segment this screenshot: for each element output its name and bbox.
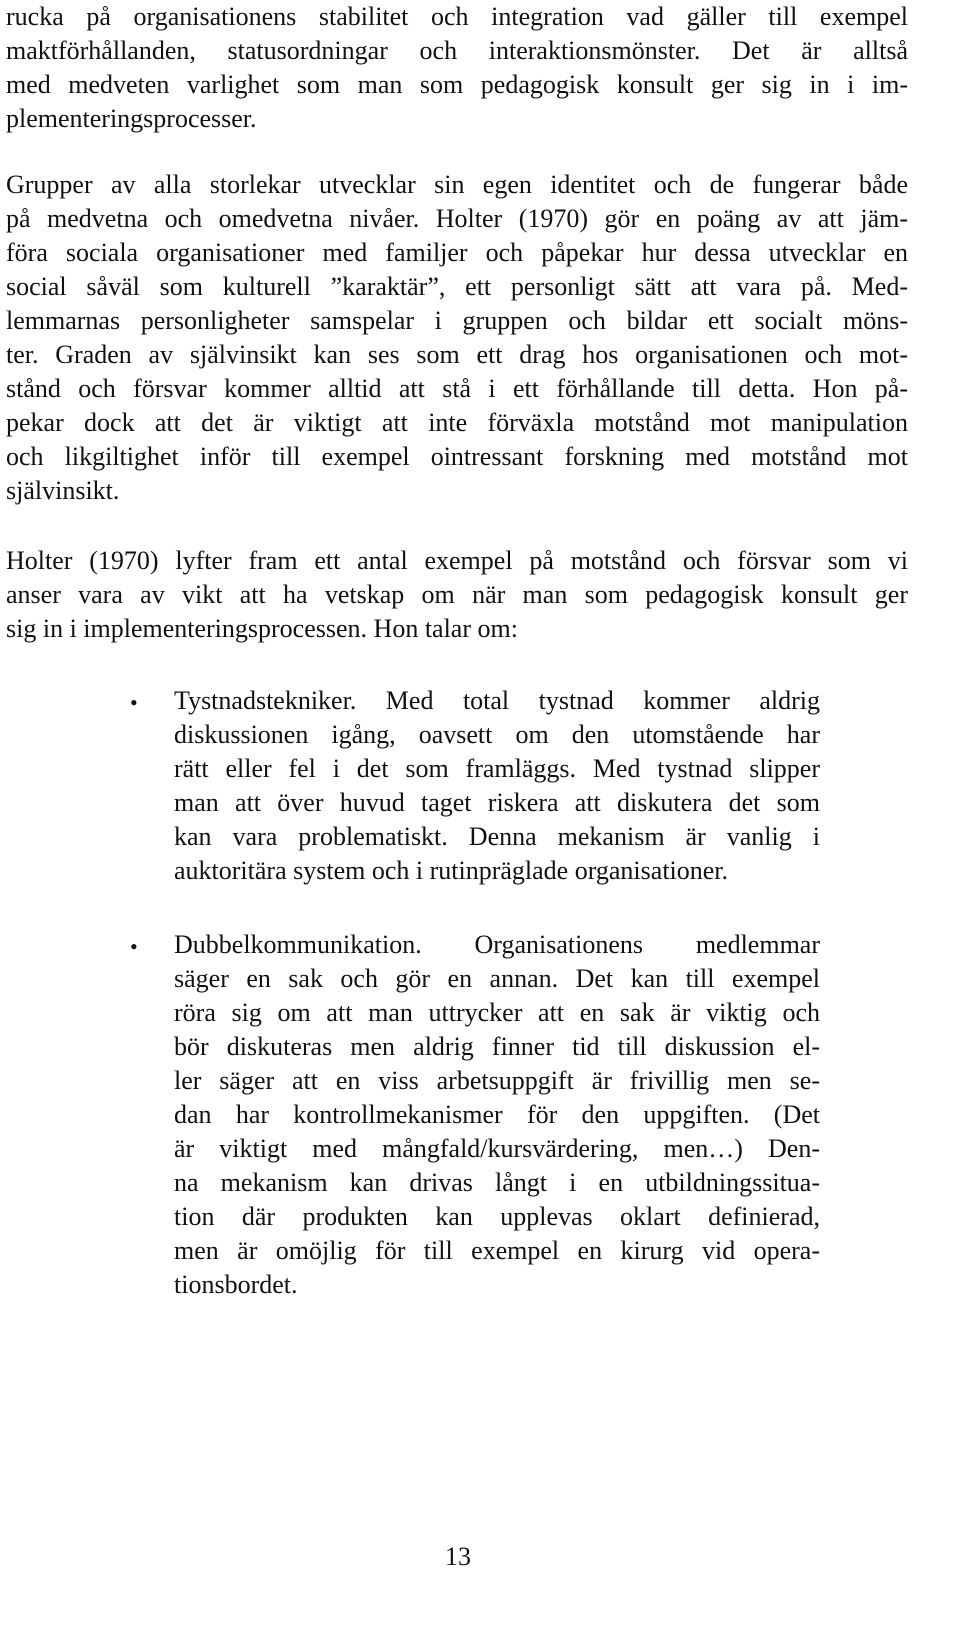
text-line: föra sociala organisationer med familjer och påpekar hur dessa utvecklar en	[6, 238, 908, 267]
text-line: är viktigt med mångfald/kursvärdering, men…) Den-	[174, 1134, 820, 1163]
text-line: pekar dock att det är viktigt att inte förväxla motstånd mot manipulation	[6, 408, 908, 437]
text-line: kan vara problematiskt. Denna mekanism är vanlig i	[174, 822, 820, 851]
text-line: tion där produkten kan upplevas oklart definierad,	[174, 1202, 820, 1231]
text-line: men är omöjlig för till exempel en kirurg vid opera-	[174, 1236, 820, 1265]
text-line: och likgiltighet inför till exempel ointressant forskning med motstånd mot	[6, 442, 908, 471]
text-line: Tystnadstekniker. Med total tystnad kommer aldrig	[174, 686, 820, 715]
text-line: rucka på organisationens stabilitet och integration vad gäller till exempel	[6, 2, 908, 31]
text-line: Grupper av alla storlekar utvecklar sin egen identitet och de fungerar både	[6, 170, 908, 199]
text-line: röra sig om att man uttrycker att en sak är viktig och	[174, 998, 820, 1027]
text-line: Dubbelkommunikation. Organisationens medlemmar	[174, 930, 820, 959]
text-line: ler säger att en viss arbetsuppgift är frivillig men se-	[174, 1066, 820, 1095]
bullet-icon: •	[130, 934, 138, 959]
text-line: maktförhållanden, statusordningar och interaktionsmönster. Det är alltså	[6, 36, 908, 65]
text-line: Holter (1970) lyfter fram ett antal exempel på motstånd och försvar som vi	[6, 546, 908, 575]
text-line: lemmarnas personligheter samspelar i gruppen och bildar ett socialt möns-	[6, 306, 908, 335]
text-line: stånd och försvar kommer alltid att stå i ett förhållande till detta. Hon på-	[6, 374, 908, 403]
text-line: dan har kontrollmekanismer för den uppgiften. (Det	[174, 1100, 820, 1129]
text-line: auktoritära system och i rutinpräglade organisationer.	[174, 856, 729, 885]
text-line: man att över huvud taget riskera att diskutera det som	[174, 788, 820, 817]
text-line: rätt eller fel i det som framläggs. Med tystnad slipper	[174, 754, 820, 783]
text-line: säger en sak och gör en annan. Det kan till exempel	[174, 964, 820, 993]
text-line: ter. Graden av självinsikt kan ses som ett drag hos organisationen och mot-	[6, 340, 908, 369]
text-line: social såväl som kulturell ”karaktär”, ett personligt sätt att vara på. Med-	[6, 272, 908, 301]
page-number: 13	[445, 1542, 471, 1571]
text-line: plementeringsprocesser.	[6, 104, 257, 133]
text-line: diskussionen igång, oavsett om den utomstående har	[174, 720, 820, 749]
text-line: självinsikt.	[6, 476, 120, 505]
text-line: tionsbordet.	[174, 1270, 298, 1299]
text-line: na mekanism kan drivas långt i en utbildningssitua-	[174, 1168, 820, 1197]
text-line: bör diskuteras men aldrig finner tid till diskussion el-	[174, 1032, 820, 1061]
text-line: anser vara av vikt att ha vetskap om när man som pedagogisk konsult ger	[6, 580, 908, 609]
text-line: med medveten varlighet som man som pedagogisk konsult ger sig in i im-	[6, 70, 908, 99]
bullet-icon: •	[130, 690, 138, 715]
text-line: sig in i implementeringsprocessen. Hon talar om:	[6, 614, 518, 643]
text-line: på medvetna och omedvetna nivåer. Holter (1970) gör en poäng av att jäm-	[6, 204, 908, 233]
